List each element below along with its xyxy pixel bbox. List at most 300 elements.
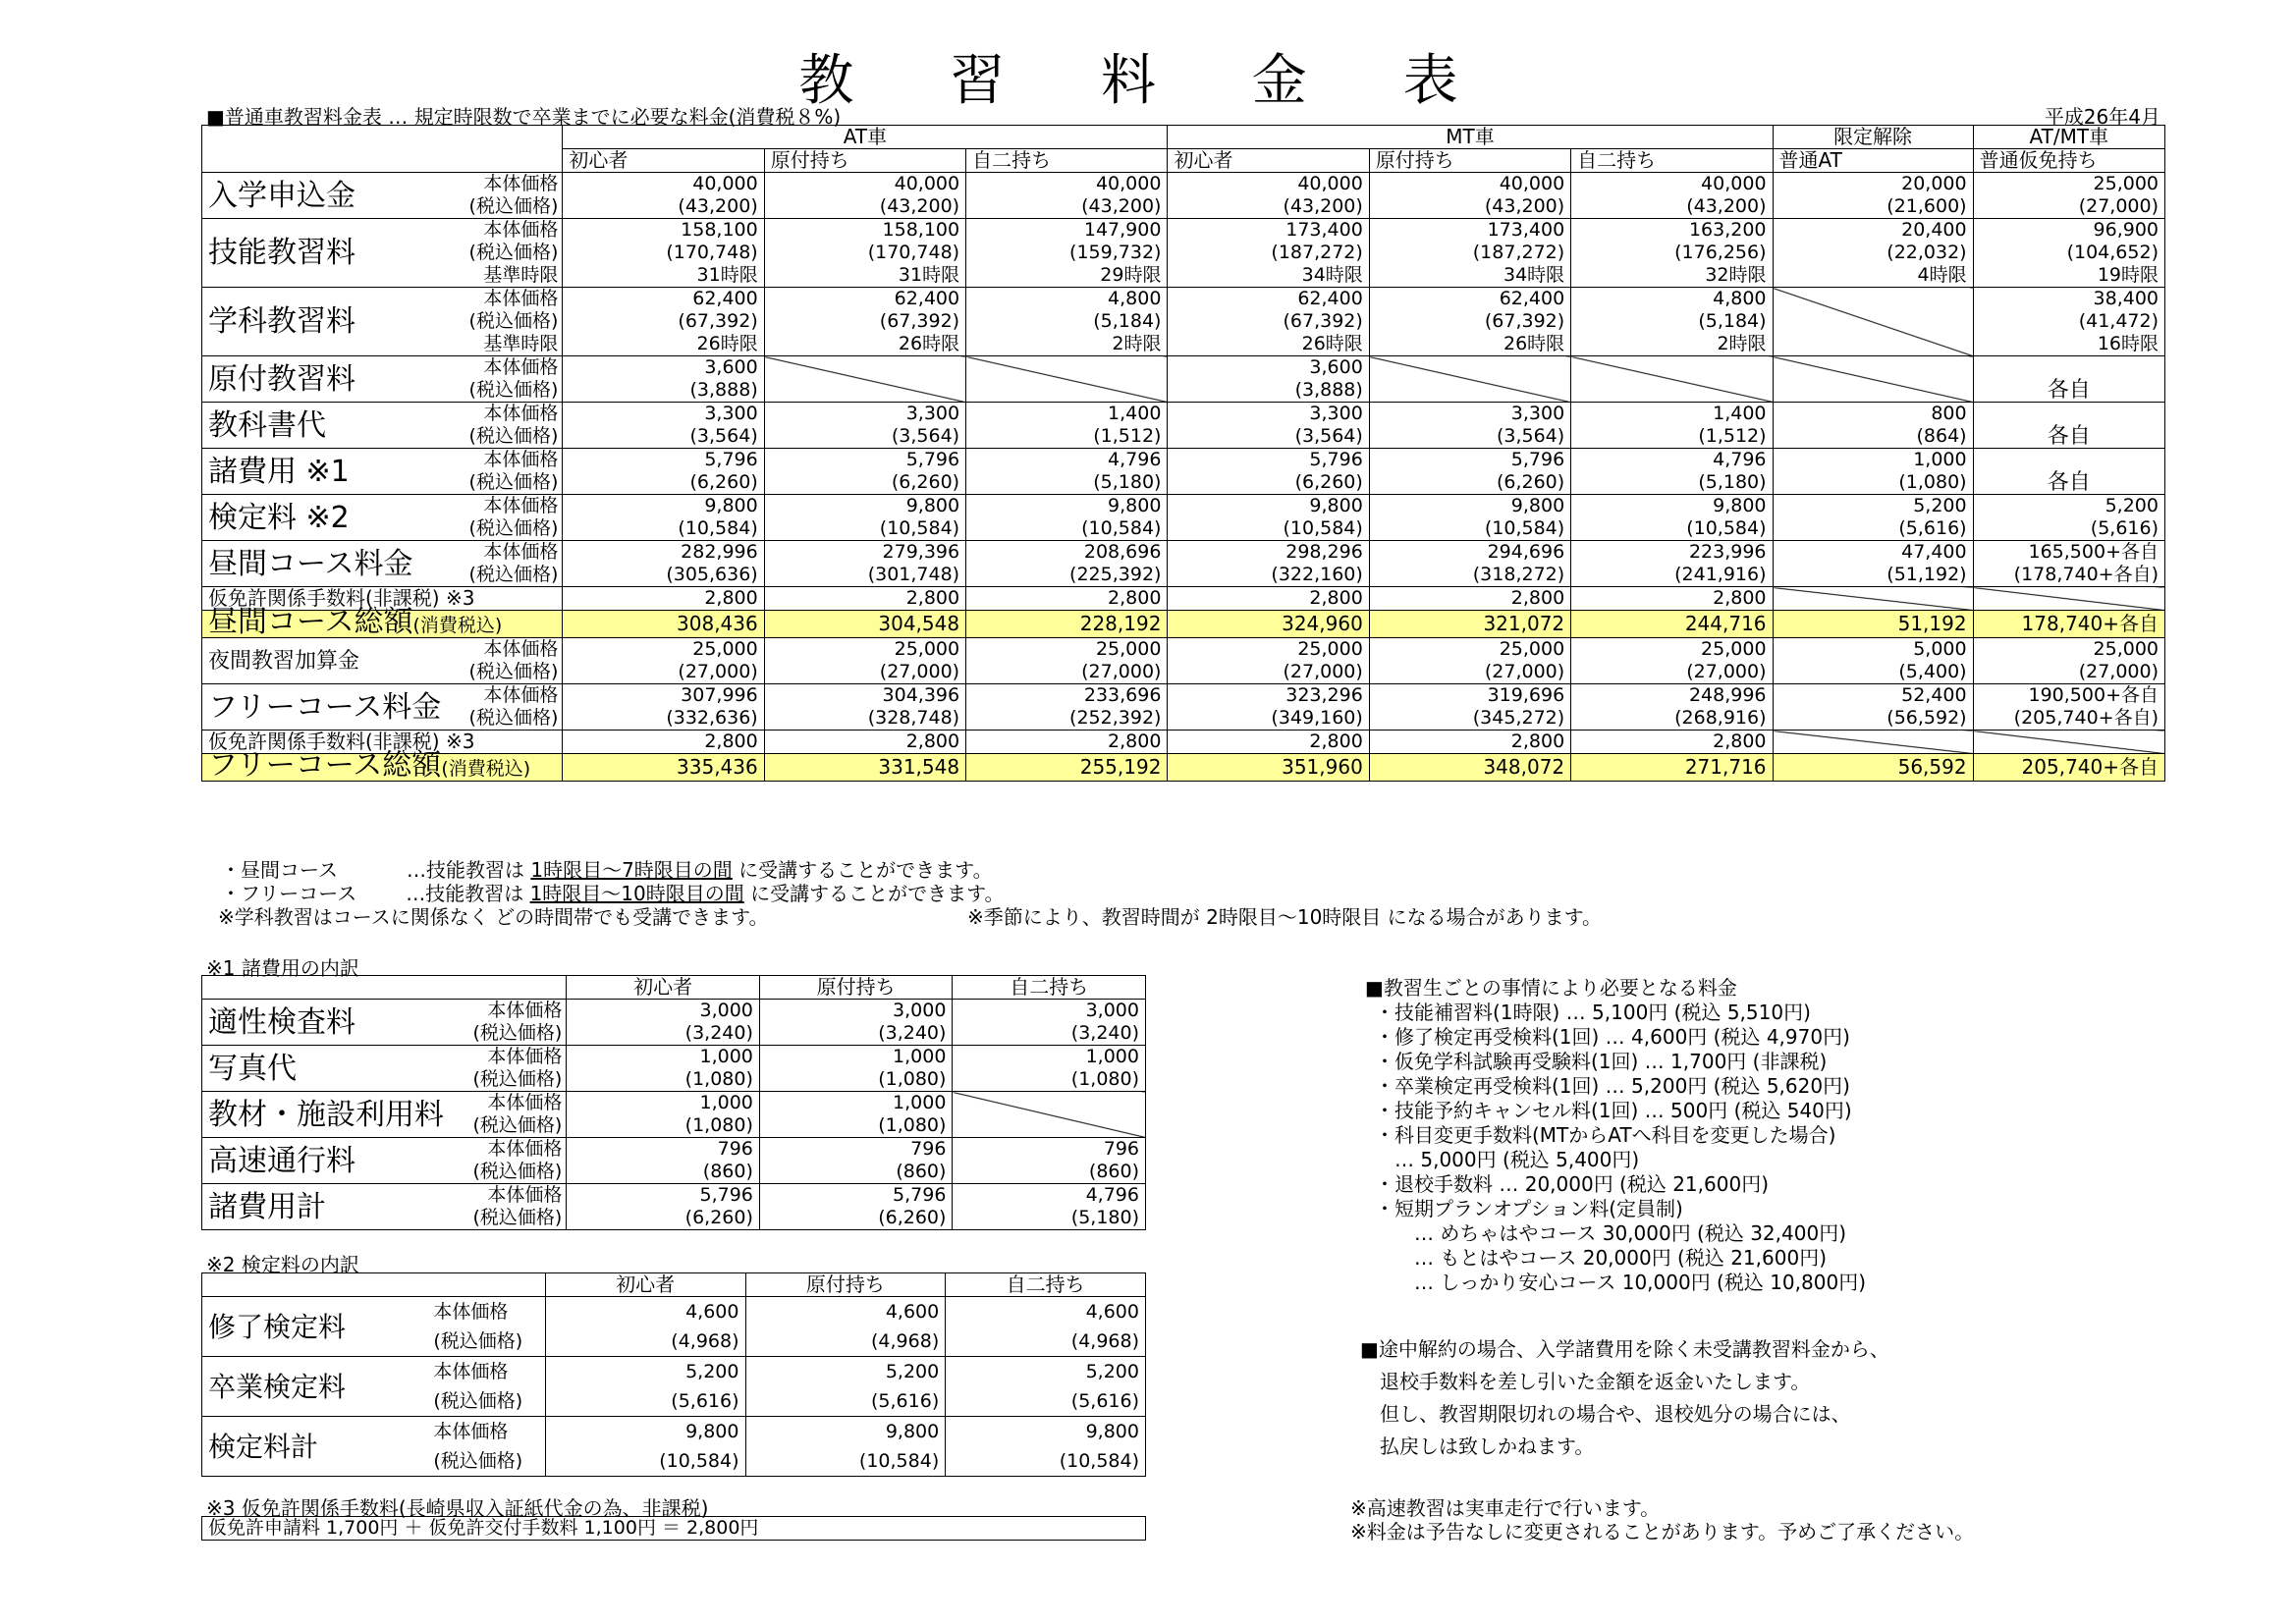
kind-tax: (税込価格) <box>468 379 559 401</box>
value-cell: 56,592 <box>1773 754 1973 782</box>
value-cell: 2,800 <box>1168 587 1369 611</box>
value-cell <box>1773 356 1973 403</box>
value-cell <box>966 173 1168 219</box>
value-body: 294,696 <box>1487 541 1565 563</box>
value-tax: (41,472) <box>2078 310 2159 332</box>
value-body: 3,600 <box>1309 356 1363 378</box>
value-body: 9,800 <box>1510 495 1565 516</box>
value-cell <box>563 684 764 731</box>
value-cell <box>1973 638 2164 684</box>
value-cell <box>1973 356 2164 403</box>
value-tax: (27,000) <box>1081 661 1162 682</box>
value-cell <box>1773 288 1973 356</box>
row-label: 仮免許関係手数料(非課税) ※3 <box>202 587 563 611</box>
value-tax: (345,272) <box>1472 707 1565 729</box>
value-body: 25,000 <box>692 638 758 660</box>
kind-hours: 基準時限 <box>483 264 559 286</box>
value-tax <box>1779 379 1967 402</box>
value-cell <box>1973 731 2164 754</box>
row-hiruma <box>202 541 2165 587</box>
value-body: 38,400 <box>2093 288 2159 309</box>
value-tax: (5,400) <box>1898 661 1967 682</box>
value-cell <box>1973 403 2164 449</box>
value-body: 5,200 <box>2105 495 2159 516</box>
value-cell: 5,796 (6,260) <box>759 1184 953 1230</box>
value-hours: 19時限 <box>2097 264 2159 286</box>
kind-body: 本体価格 <box>483 288 559 309</box>
value-body: 3,600 <box>704 356 758 378</box>
row-label: 原付教習料 <box>202 356 448 403</box>
value-cell: 4,600 (4,968) <box>745 1297 946 1357</box>
value-cell: 205,740+各自 <box>1973 754 2164 782</box>
value-cell <box>1168 495 1369 541</box>
value-tax: (43,200) <box>879 195 960 217</box>
karimen-fee-text: 仮免許申請料 1,700円 ＋ 仮免許交付手数料 1,100円 ＝ 2,800円 <box>202 1517 1146 1541</box>
value-tax: (27,000) <box>1686 661 1767 682</box>
value-hours <box>1779 333 1967 355</box>
value-cell <box>1571 638 1773 684</box>
value-cell: 1,000 (1,080) <box>567 1046 760 1092</box>
value-cell <box>563 495 764 541</box>
value-cell: 255,192 <box>966 754 1168 782</box>
value-tax: (5,184) <box>1093 310 1162 332</box>
value-body <box>1980 356 2159 379</box>
kind-body: 本体価格 <box>483 449 559 470</box>
value-cell <box>1773 449 1973 495</box>
row-kind <box>447 173 563 219</box>
value-cell <box>1168 403 1369 449</box>
kentei-breakdown-table <box>201 1272 1146 1477</box>
value-tax: (21,600) <box>1886 195 1967 217</box>
value-cell: 348,072 <box>1369 754 1570 782</box>
value-cell <box>966 684 1168 731</box>
value-body: 9,800 <box>1309 495 1363 516</box>
extra-item: ・技能補習料(1時限) … 5,100円 (税込 5,510円) <box>1375 1001 1811 1024</box>
value-hours: 2時限 <box>1112 333 1162 354</box>
value-hours: 26時限 <box>1503 333 1565 354</box>
value-body: 279,396 <box>882 541 960 563</box>
extra-item: ・仮免学科試験再受験料(1回) … 1,700円 (非課税) <box>1375 1050 1828 1073</box>
value-cell: 2,800 <box>1571 587 1773 611</box>
value-cell <box>1773 541 1973 587</box>
value-cell: 2,800 <box>764 587 965 611</box>
value-tax: (5,616) <box>2090 517 2159 539</box>
main-fee-table <box>201 125 2165 782</box>
value-hours: 2時限 <box>1717 333 1767 354</box>
value-body: 40,000 <box>1297 173 1363 194</box>
value-cell <box>1571 495 1773 541</box>
value-tax: (252,392) <box>1069 707 1162 729</box>
value-cell <box>1571 356 1773 403</box>
extra-item: ・技能予約キャンセル料(1回) … 500円 (税込 540円) <box>1375 1099 1852 1122</box>
value-tax: (176,256) <box>1674 242 1767 263</box>
value-tax: (6,260) <box>1496 471 1565 493</box>
row-kind <box>447 356 563 403</box>
value-cell: 1,000 (1,080) <box>759 1092 953 1138</box>
value-cell <box>764 495 965 541</box>
column-header: 自二持ち <box>946 1273 1146 1297</box>
value-tax: (5,184) <box>1698 310 1767 332</box>
value-cell <box>1571 173 1773 219</box>
value-tax: (67,392) <box>1283 310 1363 332</box>
value-tax <box>1779 310 1967 333</box>
row-kind <box>447 403 563 449</box>
kind-tax: (税込価格) <box>468 564 559 585</box>
value-body: 298,296 <box>1285 541 1363 563</box>
value-cell: 228,192 <box>966 611 1168 638</box>
value-tax: 各自 <box>2047 378 2091 403</box>
kind-body: 本体価格 <box>483 356 559 378</box>
value-tax: (5,616) <box>1898 517 1967 539</box>
value-tax: (305,636) <box>666 564 758 585</box>
note-2: ・フリーコース …技能教習は 1時限目～10時限目の間 に受講することができます。 <box>221 882 1005 905</box>
value-tax: (1,512) <box>1093 425 1162 447</box>
value-cell: 321,072 <box>1369 611 1570 638</box>
row-free_total <box>202 754 2165 782</box>
value-body: 190,500+各自 <box>2028 684 2159 706</box>
kind-body: 本体価格 <box>483 495 559 516</box>
value-cell: 178,740+各自 <box>1973 611 2164 638</box>
value-body <box>1980 403 2159 425</box>
value-tax: (3,888) <box>689 379 758 401</box>
value-body: 4,796 <box>1713 449 1767 470</box>
value-cell <box>1369 219 1570 288</box>
kind-body: 本体価格 <box>483 219 559 241</box>
refund-notice <box>1360 1333 1889 1463</box>
value-body: 1,000 <box>1913 449 1967 470</box>
value-tax: (6,260) <box>689 471 758 493</box>
value-tax: (27,000) <box>2078 195 2159 217</box>
value-tax: (187,272) <box>1472 242 1565 263</box>
extra-fees <box>1365 976 1866 1295</box>
row-kind: 本体価格 (税込価格) <box>450 1092 567 1138</box>
row-label: 卒業検定料 <box>202 1357 428 1417</box>
value-cell <box>1973 288 2164 356</box>
footer-2: ※料金は予告なしに変更されることがあります。予めご了承ください。 <box>1350 1520 1975 1543</box>
column-header: 原付持ち <box>764 149 965 173</box>
row-kind <box>447 541 563 587</box>
value-cell: 9,800 (10,584) <box>745 1417 946 1477</box>
value-body: 9,800 <box>1713 495 1767 516</box>
value-cell: 271,716 <box>1571 754 1773 782</box>
value-body <box>1376 356 1564 379</box>
value-cell <box>1369 356 1570 403</box>
breakdown-row <box>202 1092 1146 1138</box>
value-tax: (5,180) <box>1698 471 1767 493</box>
value-hours: 26時限 <box>696 333 758 354</box>
row-shohiyo <box>202 449 2165 495</box>
value-cell <box>764 684 965 731</box>
value-body: 62,400 <box>1297 288 1363 309</box>
value-body: 3,300 <box>1309 403 1363 424</box>
value-tax: (225,392) <box>1069 564 1162 585</box>
row-karimen2 <box>202 731 2165 754</box>
value-cell <box>1168 541 1369 587</box>
value-tax: (178,740+各自) <box>2013 564 2159 585</box>
value-cell <box>1973 541 2164 587</box>
value-cell <box>1773 731 1973 754</box>
row-label: 仮免許関係手数料(非課税) ※3 <box>202 731 563 754</box>
value-body: 40,000 <box>894 173 960 194</box>
value-cell: 2,800 <box>1369 587 1570 611</box>
value-body: 323,296 <box>1285 684 1363 706</box>
row-kind: 本体価格 (税込価格) <box>450 1046 567 1092</box>
value-body: 147,900 <box>1083 219 1162 241</box>
kind-body: 本体価格 <box>483 638 559 660</box>
row-gentsuki <box>202 356 2165 403</box>
value-tax: (268,916) <box>1674 707 1767 729</box>
value-cell <box>563 173 764 219</box>
value-tax: (205,740+各自) <box>2013 707 2159 729</box>
value-tax: (318,272) <box>1472 564 1565 585</box>
value-cell: 2,800 <box>966 731 1168 754</box>
kind-tax: (税込価格) <box>468 425 559 447</box>
column-header: 原付持ち <box>1369 149 1570 173</box>
value-cell: 3,000 (3,240) <box>567 1000 760 1046</box>
value-cell <box>1973 684 2164 731</box>
extra-item: ・修了検定再受検料(1回) … 4,600円 (税込 4,970円) <box>1375 1025 1850 1049</box>
value-body <box>1779 356 1967 379</box>
row-kind <box>447 638 563 684</box>
t3-caption: ※3 仮免許関係手数料(長崎県収入証紙代金の為、非課税) <box>206 1496 709 1520</box>
value-cell <box>563 219 764 288</box>
value-cell: 796 (860) <box>759 1138 953 1184</box>
value-cell <box>966 495 1168 541</box>
kind-tax: (税込価格) <box>468 471 559 493</box>
value-tax: (3,564) <box>689 425 758 447</box>
value-body: 304,396 <box>882 684 960 706</box>
value-cell: 2,800 <box>1571 731 1773 754</box>
value-cell <box>1773 403 1973 449</box>
value-cell <box>1369 173 1570 219</box>
row-label: 夜間教習加算金 <box>202 638 448 684</box>
value-cell <box>1369 684 1570 731</box>
row-kind: 本体価格 (税込価格) <box>427 1357 545 1417</box>
value-cell <box>1168 684 1369 731</box>
value-body: 40,000 <box>1701 173 1767 194</box>
value-body: 40,000 <box>1499 173 1565 194</box>
value-body: 47,400 <box>1901 541 1967 563</box>
value-cell <box>1973 495 2164 541</box>
value-tax: 各自 <box>2047 470 2091 495</box>
row-label: 昼間コース料金 <box>202 541 448 587</box>
kind-hours: 基準時限 <box>483 333 559 354</box>
row-label: 技能教習料 <box>202 219 448 288</box>
value-cell: 2,800 <box>764 731 965 754</box>
value-cell: 351,960 <box>1168 754 1369 782</box>
row-label: 教科書代 <box>202 403 448 449</box>
value-body: 9,800 <box>704 495 758 516</box>
value-body: 165,500+各自 <box>2028 541 2159 563</box>
value-cell: 331,548 <box>764 754 965 782</box>
value-cell: 51,192 <box>1773 611 1973 638</box>
value-cell <box>563 403 764 449</box>
value-body: 25,000 <box>2093 638 2159 660</box>
value-tax: (864) <box>1916 425 1967 447</box>
row-kind: 本体価格 (税込価格) <box>450 1138 567 1184</box>
value-tax: 各自 <box>2047 424 2091 449</box>
extra-item: ・退校手数料 … 20,000円 (税込 21,600円) <box>1375 1172 1769 1196</box>
value-tax: (67,392) <box>678 310 758 332</box>
value-body: 5,796 <box>1510 449 1565 470</box>
value-tax: (43,200) <box>1283 195 1363 217</box>
value-hours: 31時限 <box>898 264 960 286</box>
value-cell <box>966 288 1168 356</box>
value-tax: (5,180) <box>1093 471 1162 493</box>
value-cell: 2,800 <box>563 731 764 754</box>
value-body: 25,000 <box>2093 173 2159 194</box>
value-cell <box>1168 173 1369 219</box>
value-cell: 796 (860) <box>953 1138 1146 1184</box>
row-label: 入学申込金 <box>202 173 448 219</box>
value-body: 5,796 <box>905 449 960 470</box>
value-cell <box>966 541 1168 587</box>
value-cell <box>966 219 1168 288</box>
row-kyokasho <box>202 403 2165 449</box>
value-cell <box>563 541 764 587</box>
group-gentei: 限定解除 <box>1773 126 1973 149</box>
value-cell: 2,800 <box>1168 731 1369 754</box>
breakdown-row <box>202 1138 1146 1184</box>
row-kind <box>447 684 563 731</box>
column-header: 普通仮免持ち <box>1973 149 2164 173</box>
value-tax: (332,636) <box>666 707 758 729</box>
value-cell <box>1571 219 1773 288</box>
value-cell <box>563 288 764 356</box>
row-label: 検定料 ※2 <box>202 495 448 541</box>
value-cell <box>1369 541 1570 587</box>
karimen-fee-table <box>201 1516 1146 1541</box>
value-hours: 16時限 <box>2097 333 2159 354</box>
group-at: AT車 <box>563 126 1168 149</box>
kind-body: 本体価格 <box>483 541 559 563</box>
row-kind <box>447 495 563 541</box>
value-body: 4,800 <box>1713 288 1767 309</box>
value-hours: 29時限 <box>1100 264 1162 286</box>
value-tax: (322,160) <box>1271 564 1363 585</box>
value-body: 5,796 <box>1309 449 1363 470</box>
value-tax: (22,032) <box>1886 242 1967 263</box>
corner-cell <box>202 126 563 173</box>
row-kind <box>447 449 563 495</box>
row-gakka <box>202 288 2165 356</box>
row-label: 適性検査料 <box>202 1000 451 1046</box>
value-cell <box>1571 541 1773 587</box>
value-cell <box>1773 587 1973 611</box>
value-body: 4,796 <box>1108 449 1162 470</box>
breakdown-row <box>202 1184 1146 1230</box>
value-cell <box>764 288 965 356</box>
value-cell: 5,200 (5,616) <box>946 1357 1146 1417</box>
value-cell <box>1773 173 1973 219</box>
value-body <box>1577 356 1766 379</box>
value-body: 25,000 <box>1499 638 1565 660</box>
value-tax: (43,200) <box>1081 195 1162 217</box>
extra-item: … めちゃはやコース 30,000円 (税込 32,400円) <box>1375 1221 1846 1245</box>
value-body: 52,400 <box>1901 684 1967 706</box>
value-tax: (43,200) <box>678 195 758 217</box>
value-cell <box>966 356 1168 403</box>
column-header: 初心者 <box>545 1273 745 1297</box>
value-tax: (27,000) <box>1484 661 1565 682</box>
value-tax: (27,000) <box>2078 661 2159 682</box>
value-body: 163,200 <box>1688 219 1767 241</box>
value-body <box>972 356 1161 379</box>
value-body: 4,800 <box>1108 288 1162 309</box>
value-cell: 5,796 (6,260) <box>567 1184 760 1230</box>
extra-item: ・短期プランオプション料(定員制) <box>1375 1197 1683 1220</box>
value-body: 158,100 <box>681 219 758 241</box>
value-body <box>1779 288 1967 310</box>
value-cell <box>1571 684 1773 731</box>
value-tax: (10,584) <box>879 517 960 539</box>
value-cell <box>1571 403 1773 449</box>
value-cell <box>764 219 965 288</box>
value-body: 20,400 <box>1901 219 1967 241</box>
value-tax: (6,260) <box>1294 471 1363 493</box>
value-cell <box>764 541 965 587</box>
value-cell: 2,800 <box>966 587 1168 611</box>
value-cell <box>1571 288 1773 356</box>
date: 平成26年4月 <box>2044 105 2160 129</box>
value-cell: 9,800 (10,584) <box>545 1417 745 1477</box>
value-cell: 4,600 (4,968) <box>946 1297 1146 1357</box>
extra-item: … しっかり安心コース 10,000円 (税込 10,800円) <box>1375 1271 1866 1294</box>
row-kind: 本体価格 (税込価格) <box>427 1297 545 1357</box>
value-tax: (159,732) <box>1069 242 1162 263</box>
breakdown-row <box>202 1417 1146 1477</box>
value-cell <box>764 173 965 219</box>
value-cell <box>1369 449 1570 495</box>
column-header: 原付持ち <box>745 1273 946 1297</box>
value-tax: (67,392) <box>1484 310 1565 332</box>
breakdown-row <box>202 1357 1146 1417</box>
value-tax: (67,392) <box>879 310 960 332</box>
value-tax: (187,272) <box>1271 242 1363 263</box>
extra-item: ・卒業検定再受検料(1回) … 5,200円 (税込 5,620円) <box>1375 1074 1850 1098</box>
row-kind: 本体価格 (税込価格) <box>427 1417 545 1477</box>
value-body: 25,000 <box>1297 638 1363 660</box>
value-body <box>771 356 959 379</box>
kind-body: 本体価格 <box>483 684 559 706</box>
group-atmt: AT/MT車 <box>1973 126 2164 149</box>
value-tax: (10,584) <box>1484 517 1565 539</box>
column-header: 初心者 <box>567 976 760 1000</box>
value-tax: (241,916) <box>1674 564 1767 585</box>
kind-body: 本体価格 <box>483 173 559 194</box>
kind-tax: (税込価格) <box>468 310 559 332</box>
breakdown-row <box>202 1000 1146 1046</box>
value-hours: 34時限 <box>1301 264 1363 286</box>
value-cell <box>764 449 965 495</box>
breakdown-row <box>202 1046 1146 1092</box>
row-kind: 本体価格 (税込価格) <box>450 1184 567 1230</box>
value-cell <box>1369 288 1570 356</box>
value-body: 5,200 <box>1913 495 1967 516</box>
row-label: 諸費用 ※1 <box>202 449 448 495</box>
value-cell: 2,800 <box>1369 731 1570 754</box>
extra-item: … 5,000円 (税込 5,400円) <box>1375 1148 1640 1171</box>
value-tax <box>1577 379 1766 402</box>
value-body: 800 <box>1931 403 1967 424</box>
value-tax: (10,584) <box>678 517 758 539</box>
row-hiruma_total <box>202 611 2165 638</box>
value-tax: (3,564) <box>891 425 960 447</box>
extra-title: ■教習生ごとの事情により必要となる料金 <box>1365 976 1737 1000</box>
value-body: 20,000 <box>1901 173 1967 194</box>
value-tax: (1,080) <box>1898 471 1967 493</box>
value-hours: 34時限 <box>1503 264 1565 286</box>
